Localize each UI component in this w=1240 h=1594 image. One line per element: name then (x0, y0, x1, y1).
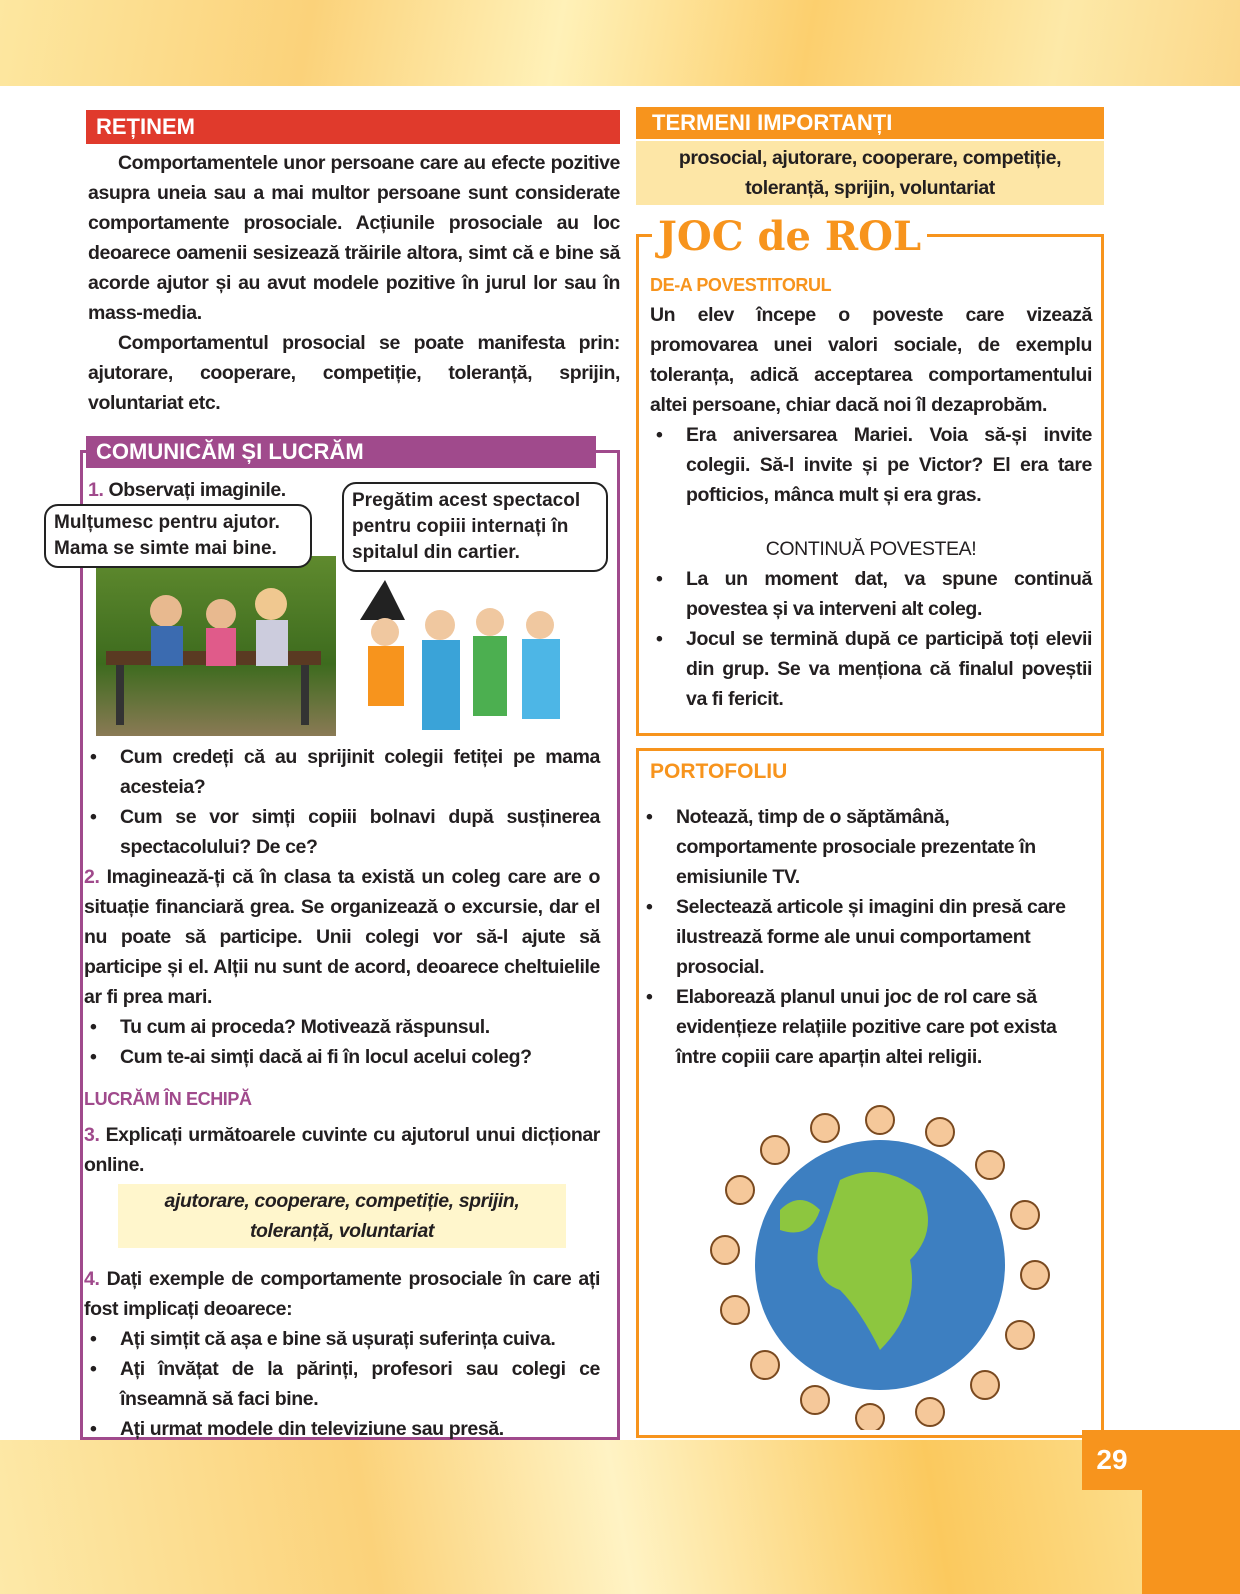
joc-subtitle: DE-A POVESTITORUL (650, 275, 832, 295)
page-edge (1142, 1430, 1240, 1594)
retinem-paragraph-2: Comportamentul prosocial se poate manifesta prin: ajutorare, cooperare, competiție, toleranță, sprijin, voluntariat etc. (88, 332, 620, 414)
joc-title: JOC de ROL (652, 212, 927, 262)
photo-children-on-bench (96, 556, 336, 736)
question-3: Explicați următoarele cuvinte cu ajutorul unui dicționar online. (84, 1124, 600, 1176)
speech-bubble-show: Pregătim acest spectacol pentru copiii internați în spitalul din cartier. (342, 482, 608, 572)
bottom-banner (0, 1440, 1240, 1594)
portofoliu-title: PORTOFOLIU (650, 760, 788, 783)
joc-story: • Era aniversarea Mariei. Voia să-și invite colegii. Să-l invite și pe Victor? El era tare pofticios, mânca mult și era gras. (650, 420, 1092, 510)
q4-item: • Ați urmat modele din televiziune sau presă. (84, 1414, 600, 1444)
dictionary-words: ajutorare, cooperare, competiție, sprijin, toleranță, voluntariat (118, 1184, 566, 1248)
continue-story: CONTINUĂ POVESTEA! (765, 538, 977, 560)
question-1: Observați imaginile. (108, 479, 286, 501)
speech-bubble-thanks: Mulțumesc pentru ajutor. Mama se simte mai bine. (44, 504, 312, 568)
question-number: 3. (84, 1124, 100, 1146)
globe-children-illustration (690, 1090, 1070, 1430)
termeni-header: TERMENI IMPORTANȚI (636, 107, 1104, 139)
portofoliu-item: • Notează, timp de o săptămână, comportamente prosociale prezentate în emisiunile TV. (640, 802, 1080, 892)
question-number: 1. (88, 479, 104, 501)
photo-children-in-costumes (350, 580, 590, 738)
q2-item: • Tu cum ai proceda? Motivează răspunsul. (84, 1012, 600, 1042)
joc-item: • Jocul se termină după ce participă toți elevii din grup. Se va menționa că finalul poveștii va fi fericit. (650, 624, 1092, 714)
q2-item: • Cum te-ai simți dacă ai fi în locul acelui coleg? (84, 1042, 600, 1072)
page-number: 29 (1082, 1430, 1142, 1490)
q1-item: • Cum credeți că au sprijinit colegii fetiței pe mama acesteia? (84, 742, 600, 802)
q4-item: • Ați simțit că așa e bine să ușurați suferința cuiva. (84, 1324, 600, 1354)
portofoliu-item: • Elaborează planul unui joc de rol care să evidențieze relațiile pozitive care pot exista între copiii care aparțin altei religii. (640, 982, 1080, 1072)
q1-item: • Cum se vor simți copiii bolnavi după susținerea spectacolului? De ce? (84, 802, 600, 862)
question-4: Dați exemple de comportamente prosociale în care ați fost implicați deoarece: (84, 1268, 600, 1320)
portofoliu-item: • Selectează articole și imagini din presă care ilustrează forme ale unui comportament prosocial. (640, 892, 1080, 982)
question-number: 2. (84, 866, 100, 888)
q4-item: • Ați învățat de la părinți, profesori sau colegi ce înseamnă să faci bine. (84, 1354, 600, 1414)
team-subtitle: LUCRĂM ÎN ECHIPĂ (84, 1089, 252, 1109)
termeni-text: prosocial, ajutorare, cooperare, competiție, toleranță, sprijin, voluntariat (636, 141, 1104, 205)
retinem-paragraph-1: Comportamentele unor persoane care au efecte pozitive asupra uneia sau a mai multor persoane sunt considerate comportamente prosociale. Acțiunile prosociale au loc deoarece oamenii sesizează trăirile altora, simt că e bine să acorde ajutor și au avut modele pozitive în jurul lor sau în mass-media. (88, 152, 620, 324)
joc-intro: Un elev începe o poveste care vizează promovarea unei valori sociale, de exemplu toleranța, adică acceptarea comportamentului altei persoane, chiar dacă noi îl dezaprobăm. (650, 304, 1092, 416)
retinem-header: REȚINEM (86, 110, 620, 144)
comunicam-header: COMUNICĂM ȘI LUCRĂM (86, 436, 596, 468)
top-banner (0, 0, 1240, 86)
joc-item: • La un moment dat, va spune continuă povestea și va interveni alt coleg. (650, 564, 1092, 624)
question-number: 4. (84, 1268, 100, 1290)
question-2: Imaginează-ți că în clasa ta există un coleg care are o situație financiară grea. Se organizează o excursie, dar el nu poate să participe. Unii colegi vor să-l ajute să participe și el. Alții nu sunt de acord, deoarece cheltuielile ar fi prea mari. (84, 866, 600, 1008)
